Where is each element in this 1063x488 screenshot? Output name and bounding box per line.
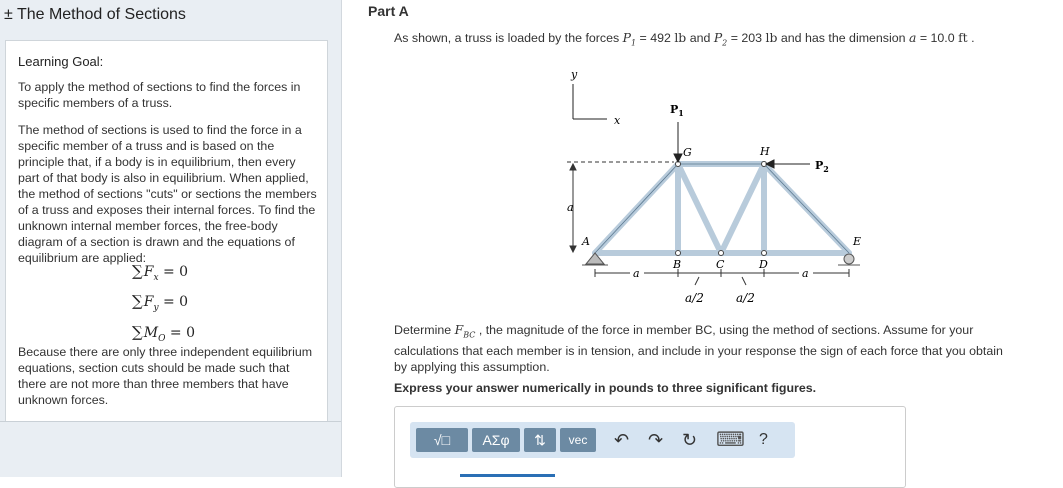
- dim-half-right: a/2: [736, 291, 755, 305]
- problem-statement: As shown, a truss is loaded by the forces $P_1 = 492$ lb and $P_2 = 203$ lb and has the dimension a = 10.0 ft .: [394, 30, 975, 48]
- part-label: Part A: [368, 3, 409, 19]
- node-label-d: D: [759, 258, 768, 271]
- section-title[interactable]: ± The Method of Sections: [4, 6, 186, 23]
- main-panel: [342, 0, 1063, 477]
- arrows-button[interactable]: ⇅: [524, 428, 556, 452]
- section-cut-note: Because there are only three independent equilibrium equations, section cuts should be made such that there are not more than three members that have unknown forces.: [18, 345, 313, 407]
- joints: [676, 162, 767, 256]
- help-button[interactable]: ?: [759, 431, 768, 448]
- templates-button[interactable]: √□: [416, 428, 468, 452]
- undo-icon[interactable]: ↶: [614, 430, 630, 450]
- node-label-a: A: [582, 235, 590, 248]
- redo-icon[interactable]: ↷: [648, 430, 664, 450]
- math-toolbar: [410, 422, 795, 458]
- method-description: The method of sections is used to find the force in a specific member of a truss and is based on the principle that, if a body is in equilibrium, then every part of that body is also in equilibrium. When applied, the method of sections "cuts" or sections the members of a truss and exposes their internal forces. To find the unknown internal member forces, the free-body diagram of a section is drawn and the equations of equilibrium are applied:: [18, 123, 317, 265]
- dim-a-right: a: [802, 267, 809, 280]
- node-label-b: B: [673, 258, 682, 271]
- answer-instructions: Express your answer numerically in pounds to three significant figures.: [394, 381, 817, 395]
- keyboard-icon[interactable]: ⌨: [716, 429, 745, 451]
- symbols-button[interactable]: ΑΣφ: [472, 428, 520, 452]
- node-label-c: C: [716, 258, 725, 271]
- equation-sum-fx: $\sum F_x = 0$: [132, 262, 189, 283]
- truss-members: [595, 164, 849, 253]
- truss-diagram: [562, 64, 872, 314]
- x-axis-label: x: [614, 114, 621, 127]
- axes: [573, 84, 607, 119]
- divider: [0, 421, 341, 422]
- reset-icon[interactable]: ↻: [682, 430, 698, 450]
- load-p2-arrow: [766, 160, 810, 168]
- learning-goal-header: Learning Goal:: [18, 54, 104, 69]
- node-label-h: H: [760, 145, 770, 158]
- equation-sum-fy: $\sum F_y = 0$: [132, 292, 189, 313]
- load-p2-label: $P_2$: [815, 159, 829, 174]
- vec-button[interactable]: vec: [560, 428, 596, 452]
- y-axis-label: y: [571, 68, 578, 81]
- left-panel: [0, 0, 342, 477]
- dimension-a-label: a: [567, 201, 574, 214]
- question-text: Determine $F_{BC}$ , the magnitude of the force in member BC, using the method of sections. Assume for your calculations that each member is in tension, and include in your response the sign of each force that you obtain by applying this assumption.: [394, 322, 1003, 375]
- equation-sum-mo: $\sum M_O = 0$: [132, 323, 195, 344]
- dim-half-left: a/2: [685, 291, 704, 305]
- node-label-g: G: [683, 146, 692, 159]
- load-p1-label: $P_1$: [670, 103, 684, 118]
- learning-goal-box: [5, 40, 328, 422]
- load-p1-arrow: [674, 122, 682, 162]
- node-label-e: E: [853, 235, 862, 248]
- learning-goal-text: To apply the method of sections to find the forces in specific members of a truss.: [18, 80, 301, 110]
- dim-a-left: a: [633, 267, 640, 280]
